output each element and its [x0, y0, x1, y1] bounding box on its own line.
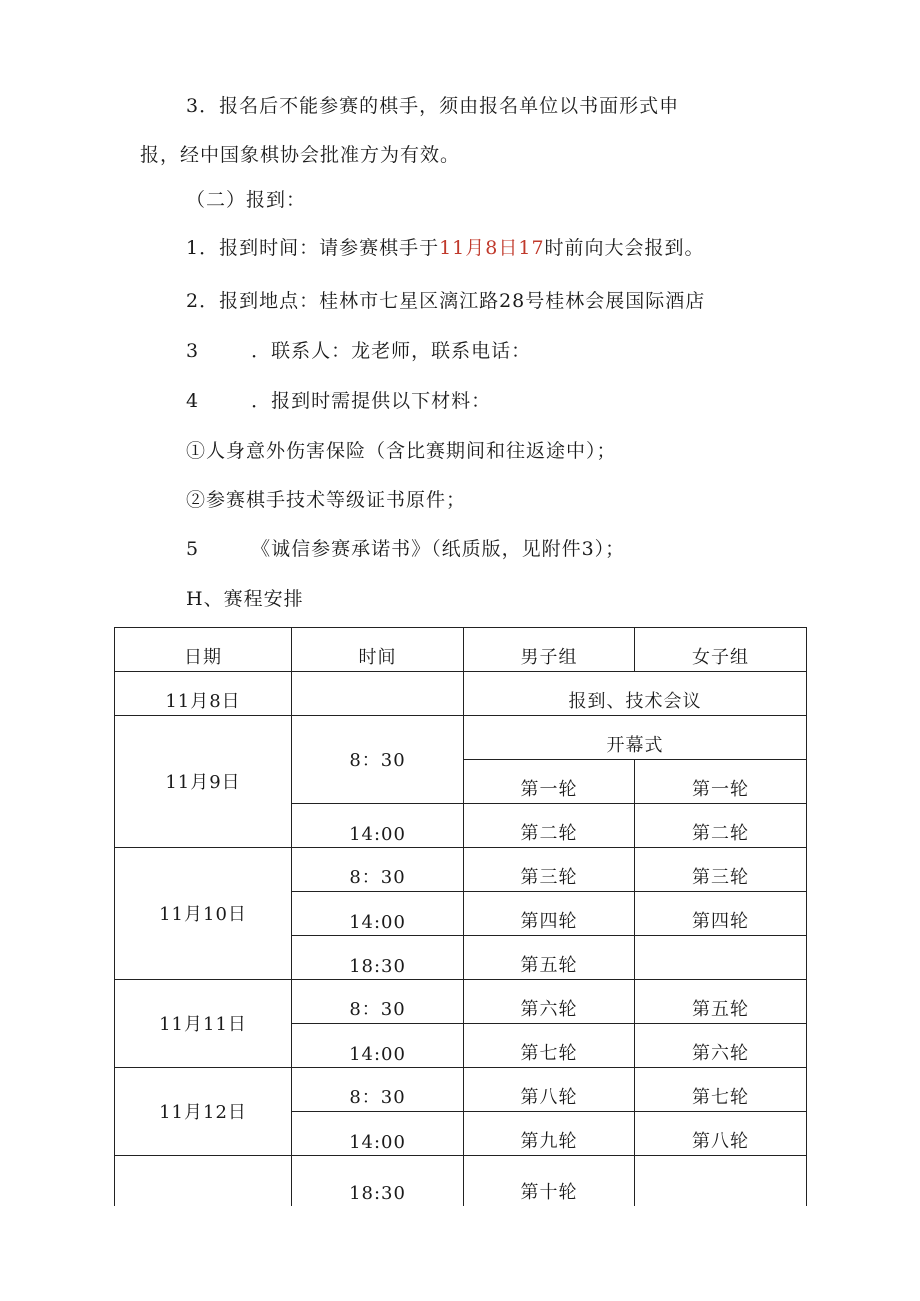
paragraph-pledge — [186, 535, 625, 563]
item-number: 3 — [186, 340, 200, 362]
item-text: 《诚信参赛承诺书》（纸质版，见附件3）； — [251, 538, 626, 560]
men-round-cell: 第四轮 — [464, 892, 635, 936]
time-cell: 14:00 — [292, 1024, 464, 1068]
men-round-cell: 第五轮 — [464, 936, 635, 980]
header-men: 男子组 — [464, 628, 635, 672]
time-cell: 18:30 — [292, 1156, 464, 1207]
date-cell — [115, 1156, 292, 1207]
table-row — [115, 1156, 807, 1207]
time-cell: 14:00 — [292, 1112, 464, 1156]
table-row — [115, 716, 807, 760]
date-cell: 11月10日 — [115, 848, 292, 980]
women-round-cell: 第六轮 — [635, 1024, 807, 1068]
header-date: 日期 — [115, 628, 292, 672]
time-cell: 8：30 — [292, 716, 464, 804]
women-round-cell: 第八轮 — [635, 1112, 807, 1156]
men-round-cell: 第七轮 — [464, 1024, 635, 1068]
paragraph-insurance: ①人身意外伤害保险（含比赛期间和往返途中）； — [186, 440, 617, 462]
paragraph-withdrawal: 3．报名后不能参赛的棋手，须由报名单位以书面形式申 — [186, 95, 680, 117]
time-cell — [292, 672, 464, 716]
table-row — [115, 848, 807, 892]
header-time: 时间 — [292, 628, 464, 672]
table-header-row — [115, 628, 807, 672]
date-cell: 11月8日 — [115, 672, 292, 716]
paragraph-withdrawal-cont: 报，经中国象棋协会批准方为有效。 — [140, 144, 461, 166]
women-round-cell: 第二轮 — [635, 804, 807, 848]
men-round-cell: 第三轮 — [464, 848, 635, 892]
paragraph-certificate: ②参赛棋手技术等级证书原件； — [186, 489, 467, 511]
time-cell: 8：30 — [292, 848, 464, 892]
time-cell: 18:30 — [292, 936, 464, 980]
paragraph-contact — [186, 337, 531, 365]
time-cell: 8：30 — [292, 980, 464, 1024]
table-row — [115, 980, 807, 1024]
table-row — [115, 1068, 807, 1112]
paragraph-registration-place: 2．报到地点：桂林市七星区漓江路28号桂林会展国际酒店 — [186, 290, 706, 312]
item-text: ．联系人：龙老师，联系电话： — [251, 340, 532, 362]
highlight-date: 11月8日17 — [439, 237, 545, 259]
section-heading-schedule: H、赛程安排 — [186, 588, 304, 610]
item-number: 5 — [186, 538, 200, 560]
header-women: 女子组 — [635, 628, 807, 672]
text-part: 时前向大会报到。 — [544, 237, 705, 259]
schedule-table — [114, 627, 807, 1206]
item-text: ．报到时需提供以下材料： — [251, 390, 492, 412]
men-round-cell: 第九轮 — [464, 1112, 635, 1156]
event-cell: 开幕式 — [464, 716, 807, 760]
event-cell: 报到、技术会议 — [464, 672, 807, 716]
section-heading-registration: （二）报到： — [186, 189, 307, 211]
men-round-cell: 第六轮 — [464, 980, 635, 1024]
women-round-cell — [635, 1156, 807, 1207]
date-cell: 11月11日 — [115, 980, 292, 1068]
women-round-cell: 第五轮 — [635, 980, 807, 1024]
date-cell: 11月12日 — [115, 1068, 292, 1156]
men-round-cell: 第十轮 — [464, 1156, 635, 1207]
date-cell: 11月9日 — [115, 716, 292, 848]
men-round-cell: 第八轮 — [464, 1068, 635, 1112]
time-cell: 8：30 — [292, 1068, 464, 1112]
women-round-cell: 第四轮 — [635, 892, 807, 936]
paragraph-registration-time — [186, 234, 705, 262]
item-number: 4 — [186, 390, 200, 412]
time-cell: 14:00 — [292, 892, 464, 936]
women-round-cell: 第七轮 — [635, 1068, 807, 1112]
table-row — [115, 672, 807, 716]
paragraph-materials — [186, 387, 491, 415]
women-round-cell: 第三轮 — [635, 848, 807, 892]
text-part: 1．报到时间：请参赛棋手于 — [186, 237, 440, 259]
time-cell: 14:00 — [292, 804, 464, 848]
men-round-cell: 第二轮 — [464, 804, 635, 848]
women-round-cell: 第一轮 — [635, 760, 807, 804]
women-round-cell — [635, 936, 807, 980]
men-round-cell: 第一轮 — [464, 760, 635, 804]
